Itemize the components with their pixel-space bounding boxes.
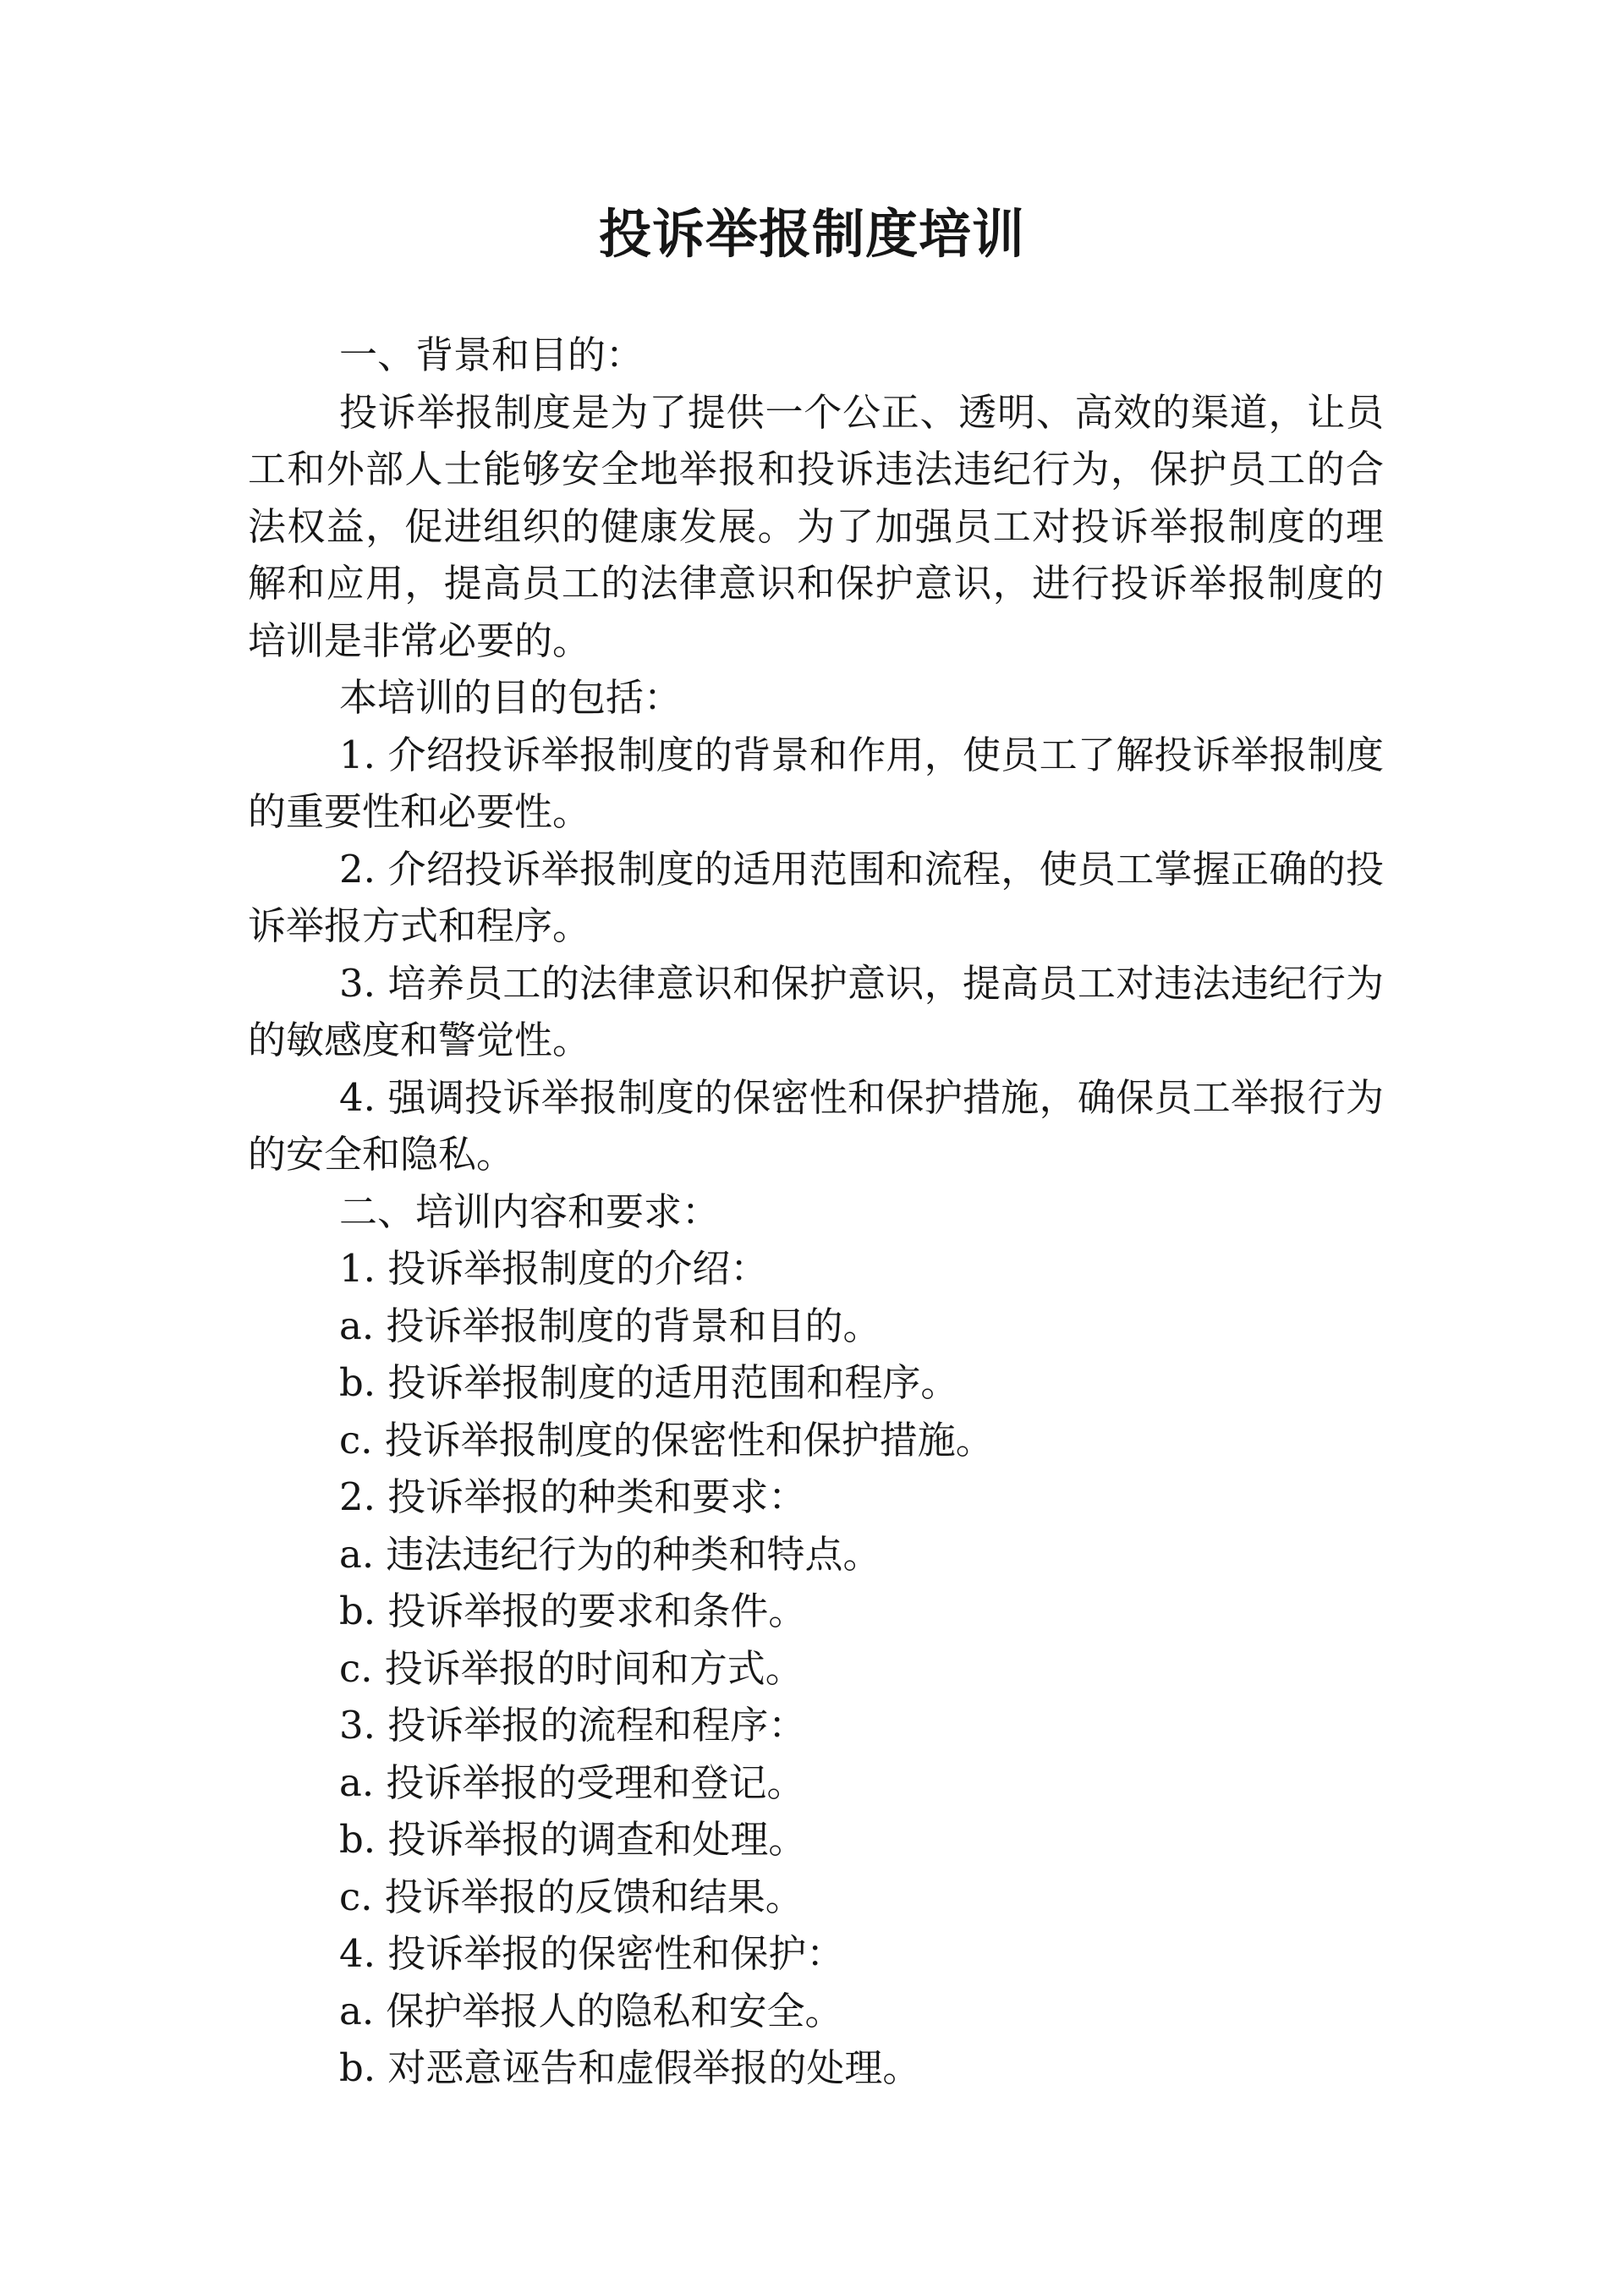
content-subitem-3a: a. 投诉举报的受理和登记。 xyxy=(339,1759,805,1805)
content-subitem-1a: a. 投诉举报制度的背景和目的。 xyxy=(339,1303,881,1348)
content-item-4: 4. 投诉举报的保密性和保护： xyxy=(339,1931,845,1976)
content-item-1: 1. 投诉举报制度的介绍： xyxy=(339,1246,769,1291)
paragraph-background: 投诉举报制度是为了提供一个公正、透明、高效的渠道，让员工和外部人士能够安全地举报和投诉违法违纪行为，保护员工的合法权益，促进组织的健康发展。为了加强员工对投诉举报制度的理解和应用，提高员工的法律意识和保护意识，进行投诉举报制度的培训是非常必要的。 xyxy=(248,389,1384,663)
content-subitem-1c: c. 投诉举报制度的保密性和保护措施。 xyxy=(339,1417,994,1463)
content-subitem-1b: b. 投诉举报制度的适用范围和程序。 xyxy=(339,1360,959,1405)
content-subitem-2b: b. 投诉举报的要求和条件。 xyxy=(339,1589,807,1633)
content-item-2: 2. 投诉举报的种类和要求： xyxy=(339,1474,807,1519)
document-title: 投诉举报制度培训 xyxy=(598,203,1025,265)
section-heading-background: 一、背景和目的： xyxy=(339,332,645,377)
purpose-item-4: 4. 强调投诉举报制度的保密性和保护措施，确保员工举报行为的安全和隐私。 xyxy=(248,1074,1384,1177)
content-item-3: 3. 投诉举报的流程和程序： xyxy=(339,1703,807,1748)
document-body xyxy=(248,327,1384,2097)
content-subitem-3b: b. 投诉举报的调查和处理。 xyxy=(339,1817,807,1862)
content-subitem-3c: c. 投诉举报的反馈和结果。 xyxy=(339,1874,804,1919)
section-heading-content: 二、培训内容和要求： xyxy=(339,1188,721,1234)
purpose-item-3: 3. 培养员工的法律意识和保护意识，提高员工对违法违纪行为的敏感度和警觉性。 xyxy=(248,960,1384,1062)
content-subitem-2a: a. 违法违纪行为的种类和特点。 xyxy=(339,1531,881,1577)
content-subitem-2c: c. 投诉举报的时间和方式。 xyxy=(339,1645,804,1691)
content-subitem-4a: a. 保护举报人的隐私和安全。 xyxy=(339,1988,843,2033)
purpose-item-2: 2. 介绍投诉举报制度的适用范围和流程，使员工掌握正确的投诉举报方式和程序。 xyxy=(248,846,1384,948)
purpose-item-1: 1. 介绍投诉举报制度的背景和作用，使员工了解投诉举报制度的重要性和必要性。 xyxy=(248,732,1384,834)
paragraph-purpose-intro: 本培训的目的包括： xyxy=(339,675,683,720)
content-subitem-4b: b. 对恶意诬告和虚假举报的处理。 xyxy=(339,2045,921,2090)
